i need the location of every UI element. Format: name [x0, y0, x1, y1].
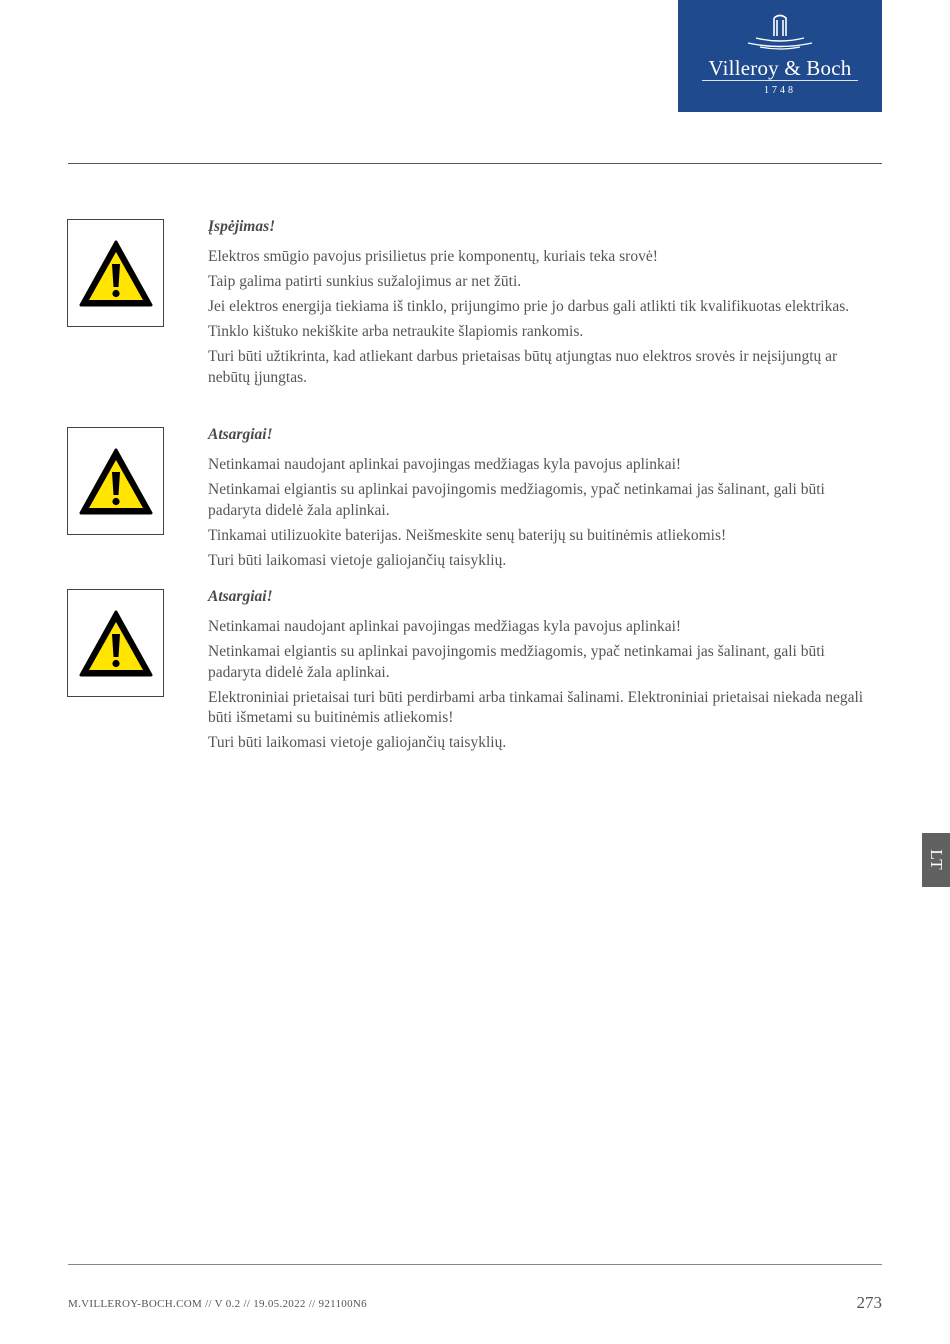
- caution-notice: [208, 588, 868, 758]
- notice-line: Elektroniniai prietaisai turi būti perdirbami arba tinkamai šalinami. Elektroniniai prietaisai niekada negali būti išmetami su buitinėmis atliekomis!: [208, 688, 864, 726]
- notice-line: Turi būti užtikrinta, kad atliekant darbus prietaisas būtų atjungtas nuo elektros srovės ir neįsijungtų ar nebūtų įjungtas.: [208, 348, 838, 386]
- notice-title: Atsargiai!: [208, 588, 273, 605]
- notice-line: Taip galima patirti sunkius sužalojimus ar net žūti.: [208, 273, 522, 290]
- page-number: 273: [856, 1293, 882, 1312]
- notice-line: Tinkamai utilizuokite baterijas. Neišmeskite senų baterijų su buitinėmis atliekomis!: [208, 526, 727, 544]
- header-divider: [68, 163, 882, 164]
- fountain-emblem-icon: [740, 14, 820, 52]
- notice-line: Turi būti laikomasi vietoje galiojančių taisyklių.: [208, 551, 507, 569]
- footer-reference: M.VILLEROY-BOCH.COM // V 0.2 // 19.05.2022 // 921100N6: [68, 1298, 367, 1310]
- warning-notice: [208, 218, 868, 393]
- notice-line: Netinkamai elgiantis su aplinkai pavojingomis medžiagomis, ypač netinkamai jas šalinant, gali būti padaryta didelė žala aplinkai.: [208, 643, 825, 681]
- language-tab[interactable]: [922, 833, 950, 887]
- brand-logo: [678, 0, 882, 112]
- warning-triangle-icon: [67, 427, 164, 535]
- notice-line: Turi būti laikomasi vietoje galiojančių taisyklių.: [208, 734, 507, 751]
- notice-line: Jei elektros energija tiekiama iš tinklo, prijungimo prie jo darbus gali atlikti tik kvalifikuotas elektrikas.: [208, 298, 850, 315]
- notice-line: Tinklo kištuko nekiškite arba netraukite šlapiomis rankomis.: [208, 323, 584, 340]
- warning-triangle-icon: [67, 589, 164, 697]
- brand-year: 1748: [764, 85, 796, 96]
- warning-triangle-icon: [67, 219, 164, 327]
- notice-title: Įspėjimas!: [208, 218, 276, 235]
- brand-divider: [702, 80, 858, 81]
- notice-line: Netinkamai naudojant aplinkai pavojingas medžiagas kyla pavojus aplinkai!: [208, 456, 682, 473]
- brand-name: Villeroy & Boch: [708, 56, 852, 80]
- language-tab-label: LT: [927, 849, 946, 871]
- footer-divider: [68, 1264, 882, 1265]
- caution-notice: [208, 426, 868, 576]
- notice-title: Atsargiai!: [208, 426, 273, 443]
- notice-line: Elektros smūgio pavojus prisilietus prie komponentų, kuriais teka srovė!: [208, 248, 658, 265]
- notice-line: Netinkamai naudojant aplinkai pavojingas medžiagas kyla pavojus aplinkai!: [208, 618, 682, 635]
- notice-line: Netinkamai elgiantis su aplinkai pavojingomis medžiagomis, ypač netinkamai jas šalinant, gali būti padaryta didelė žala aplinkai.: [208, 481, 825, 519]
